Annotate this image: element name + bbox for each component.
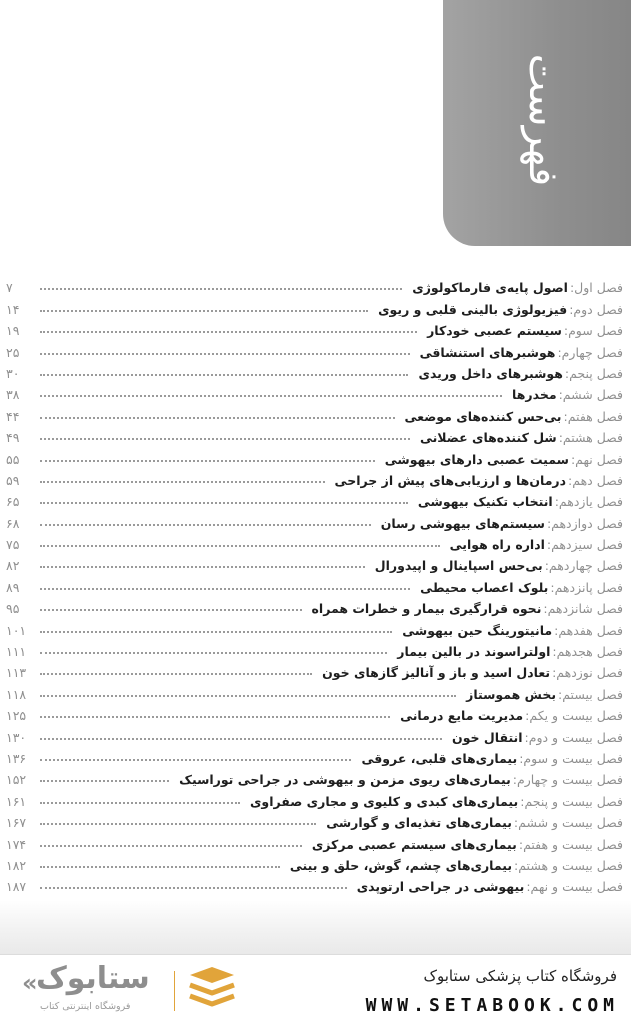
chapter-label: فصل بیست و سوم: <box>519 750 623 766</box>
toc-entry[interactable] <box>6 638 623 659</box>
page-number: ۱۳۰ <box>6 729 27 745</box>
page-number: ۱۱۳ <box>6 665 27 681</box>
chapter-label: فصل ششم: <box>558 387 623 403</box>
chapter-title: انتخاب تکنیک بیهوشی <box>417 494 553 510</box>
dot-leader <box>40 544 440 547</box>
page-number: ۱۵۲ <box>6 772 27 788</box>
dot-leader <box>40 373 408 376</box>
chapter-label: فصل بیست و چهارم: <box>512 772 623 788</box>
toc-entry[interactable] <box>6 616 623 637</box>
toc-entry[interactable] <box>6 488 623 509</box>
dot-leader <box>40 672 312 675</box>
toc-entry[interactable] <box>6 317 623 338</box>
toc-entry[interactable] <box>6 402 623 423</box>
toc-entry[interactable] <box>6 338 623 359</box>
chapter-title: بیهوشی در جراحی ارتوپدی <box>356 879 525 895</box>
chapter-title: اداره راه هوایی <box>449 537 545 553</box>
page-number: ۳۸ <box>6 387 20 403</box>
toc-entry[interactable] <box>6 659 623 680</box>
chapter-label: فصل دوازدهم: <box>546 515 623 531</box>
chapter-title: نحوه قرارگیری بیمار و خطرات همراه <box>311 601 542 617</box>
side-title-tab <box>443 0 631 246</box>
chapter-label: فصل بیست و پنجم: <box>520 793 623 809</box>
dot-leader <box>40 844 302 847</box>
chapter-title: سیستم‌های بیهوشی رسان <box>380 515 545 531</box>
toc-entry[interactable] <box>6 467 623 488</box>
toc-entry[interactable] <box>6 852 623 873</box>
page-number: ۱۱۸ <box>6 686 27 702</box>
page-number: ۱۰۱ <box>6 622 27 638</box>
toc-entry[interactable] <box>6 552 623 573</box>
dot-leader <box>40 651 387 654</box>
logo-tagline: فروشگاه اینترنتی کتاب <box>40 1001 131 1012</box>
chapter-label: فصل پنجم: <box>564 365 623 381</box>
shop-name: فروشگاه کتاب پزشکی ستابوک <box>423 967 617 985</box>
stacked-books-icon <box>186 965 238 1015</box>
logo-wordmark: ستابوک <box>36 961 150 996</box>
page-number: ۱۶۷ <box>6 815 27 831</box>
dot-leader <box>40 416 395 419</box>
chapter-title: بیماری‌های کبدی و کلیوی و مجاری صفراوی <box>249 793 519 809</box>
dot-leader <box>40 394 502 397</box>
chevrons-icon: « <box>22 969 38 997</box>
chapter-title: بیماری‌های تغذیه‌ای و گوارشی <box>326 815 512 831</box>
dot-leader <box>40 437 410 440</box>
page-number: ۱۳۶ <box>6 750 27 766</box>
chapter-label: فصل چهاردهم: <box>544 558 623 574</box>
page-number: ۸۲ <box>6 558 20 574</box>
chapter-title: اولتراسوند در بالین بیمار <box>397 644 551 660</box>
page-number: ۱۱۱ <box>6 644 27 660</box>
chapter-title: بیماری‌های قلبی، عروقی <box>361 750 518 766</box>
page-number: ۱۴ <box>6 301 20 317</box>
chapter-title: هوشبرهای داخل وریدی <box>418 365 563 381</box>
toc-entry[interactable] <box>6 295 623 316</box>
toc-heading: فهرست <box>520 53 566 187</box>
bottom-shade <box>0 900 631 954</box>
dot-leader <box>40 758 351 761</box>
chapter-label: فصل هفتم: <box>563 408 623 424</box>
toc-entry[interactable] <box>6 424 623 445</box>
chapter-label: فصل بیست و دوم: <box>524 729 623 745</box>
chapter-title: بلوک اعصاب محیطی <box>420 579 549 595</box>
page-number: ۱۲۵ <box>6 708 27 724</box>
page-number: ۱۷۴ <box>6 836 27 852</box>
dot-leader <box>40 501 408 504</box>
dot-leader <box>40 287 402 290</box>
chapter-label: فصل بیست و ششم: <box>513 815 623 831</box>
page-number: ۱۸۲ <box>6 857 27 873</box>
dot-leader <box>40 309 368 312</box>
toc-entry[interactable] <box>6 595 623 616</box>
chapter-label: فصل هجدهم: <box>552 644 623 660</box>
chapter-label: فصل سیزدهم: <box>546 537 623 553</box>
toc-entry[interactable] <box>6 573 623 594</box>
chapter-label: فصل هفدهم: <box>554 622 623 638</box>
page-number: ۱۹ <box>6 323 20 339</box>
dot-leader <box>40 865 280 868</box>
page-number: ۵۵ <box>6 451 20 467</box>
page-number: ۲۵ <box>6 344 20 360</box>
toc-entry[interactable] <box>6 702 623 723</box>
toc-entry[interactable] <box>6 745 623 766</box>
chapter-label: فصل یازدهم: <box>554 494 623 510</box>
toc-entry[interactable] <box>6 680 623 701</box>
toc-entry[interactable] <box>6 723 623 744</box>
footer-banner <box>0 954 631 1025</box>
chapter-label: فصل اول: <box>569 280 623 296</box>
page-number: ۱۶۱ <box>6 793 27 809</box>
page-number: ۴۴ <box>6 408 20 424</box>
chapter-label: فصل دهم: <box>568 472 623 488</box>
chapter-label: فصل بیست و یکم: <box>525 708 623 724</box>
chapter-title: مخدرها <box>512 387 557 403</box>
dot-leader <box>40 608 302 611</box>
dot-leader <box>40 587 410 590</box>
chapter-label: فصل بیست و هفتم: <box>518 836 623 852</box>
page-number: ۱۸۷ <box>6 879 27 895</box>
dot-leader <box>40 801 240 804</box>
toc-entry[interactable] <box>6 830 623 851</box>
toc-entry[interactable] <box>6 274 623 295</box>
dot-leader <box>40 886 347 889</box>
toc-entry[interactable] <box>6 787 623 808</box>
dot-leader <box>40 630 392 633</box>
dot-leader <box>40 715 390 718</box>
table-of-contents <box>6 274 623 916</box>
chapter-title: اصول پایه‌ی فارماکولوژی <box>412 280 568 296</box>
chapter-title: سیستم عصبی خودکار <box>427 323 562 339</box>
dot-leader <box>40 523 371 526</box>
chapter-label: فصل بیستم: <box>558 686 623 702</box>
dot-leader <box>40 352 410 355</box>
toc-entry[interactable] <box>6 509 623 530</box>
chapter-title: انتقال خون <box>452 729 523 745</box>
chapter-label: فصل پانزدهم: <box>550 579 623 595</box>
page-number: ۵۹ <box>6 472 20 488</box>
page-number: ۸۹ <box>6 579 20 595</box>
page-number: ۶۵ <box>6 494 20 510</box>
chapter-label: فصل بیست و هشتم: <box>514 857 623 873</box>
dot-leader <box>40 330 417 333</box>
toc-entry[interactable] <box>6 809 623 830</box>
page-number: ۶۸ <box>6 515 20 531</box>
chapter-title: درمان‌ها و ارزیابی‌های پیش از جراحی <box>334 472 567 488</box>
chapter-title: مدیریت مایع درمانی <box>400 708 524 724</box>
chapter-label: فصل دوم: <box>569 301 623 317</box>
toc-entry[interactable] <box>6 445 623 466</box>
chapter-label: فصل بیست و نهم: <box>526 879 623 895</box>
chapter-title: بخش هموستاز <box>466 686 557 702</box>
page-number: ۳۰ <box>6 365 20 381</box>
chapter-label: فصل نوزدهم: <box>552 665 623 681</box>
dot-leader <box>40 459 375 462</box>
chapter-title: هوشبرهای استنشاقی <box>419 344 556 360</box>
chapter-title: بیماری‌های سیستم عصبی مرکزی <box>311 836 517 852</box>
dot-leader <box>40 565 365 568</box>
chapter-label: فصل سوم: <box>563 323 623 339</box>
chapter-title: بی‌حس اسپاینال و اپیدورال <box>374 558 543 574</box>
toc-entry[interactable] <box>6 873 623 894</box>
dot-leader <box>40 480 325 483</box>
chapter-label: فصل شانزدهم: <box>543 601 623 617</box>
chapter-title: بیماری‌های چشم، گوش، حلق و بینی <box>289 857 513 873</box>
chapter-title: فیزیولوژی بالینی قلبی و ریوی <box>378 301 568 317</box>
chapter-title: مانیتورینگ حین بیهوشی <box>402 622 553 638</box>
toc-entry[interactable] <box>6 766 623 787</box>
page-number: ۴۹ <box>6 430 20 446</box>
shop-url[interactable]: WWW.SETABOOK.COM <box>365 995 619 1016</box>
chapter-title: تعادل اسید و باز و آنالیز گازهای خون <box>322 665 551 681</box>
chapter-label: فصل چهارم: <box>557 344 623 360</box>
toc-entry[interactable] <box>6 360 623 381</box>
logo-divider <box>174 971 175 1011</box>
chapter-title: بی‌حس کننده‌های موضعی <box>404 408 562 424</box>
dot-leader <box>40 694 456 697</box>
page-number: ۹۵ <box>6 601 20 617</box>
page-number: ۷ <box>6 280 13 296</box>
chapter-label: فصل نهم: <box>570 451 623 467</box>
dot-leader <box>40 779 169 782</box>
chapter-title: شل کننده‌های عضلانی <box>419 430 557 446</box>
page-number: ۷۵ <box>6 537 20 553</box>
toc-entry[interactable] <box>6 531 623 552</box>
chapter-label: فصل هشتم: <box>558 430 623 446</box>
toc-entry[interactable] <box>6 381 623 402</box>
chapter-title: سمیت عصبی دارهای بیهوشی <box>384 451 569 467</box>
dot-leader <box>40 737 442 740</box>
setabook-logo[interactable] <box>22 961 242 1017</box>
dot-leader <box>40 822 316 825</box>
chapter-title: بیماری‌های ریوی مزمن و بیهوشی در جراحی توراسیک <box>179 772 511 788</box>
